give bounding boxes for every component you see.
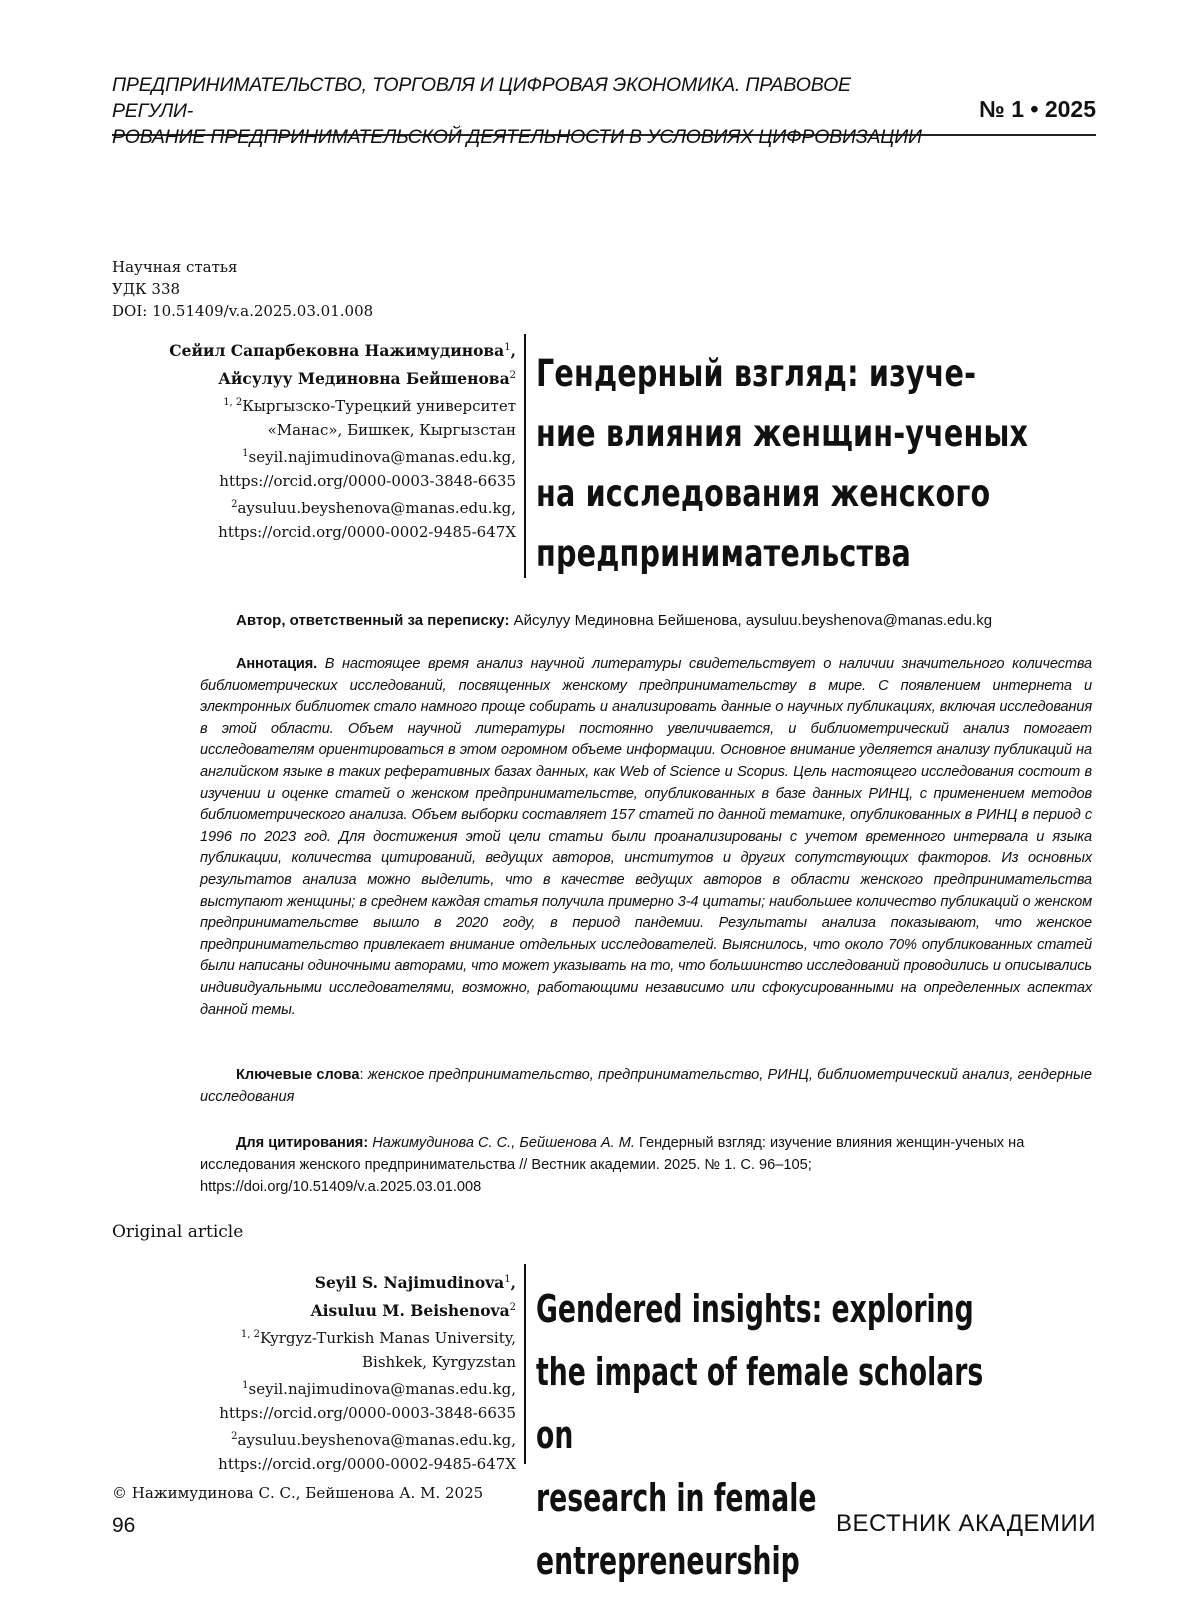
orcid-2[interactable]: https://orcid.org/0000-0002-9485-647X xyxy=(218,522,516,541)
authors-block-ru: Сейил Сапарбековна Нажимудинова$^1$, Айсулуу Мединовна Бейшенова$^2$ $^{1, 2}$Кыргызско-Турецкий университет «Манас», Бишкек, Кыргызстан $^1$seyil.najimudinova@manas.edu.kg, https://orcid.org/0000-0003-3848-6635 $^2$aysuluu.beyshenova@manas.edu.kg, https://orcid.org/0000-0002-9485-647X xyxy=(112,336,516,544)
abstract-label: Аннотация. xyxy=(236,656,317,672)
title-divider-en xyxy=(524,1264,526,1464)
affiliation-line-2: «Манас», Бишкек, Кыргызстан xyxy=(267,420,516,439)
issue-number: № 1 • 2025 xyxy=(979,96,1096,122)
corresponding-author xyxy=(236,612,992,629)
section-title-line-1: ПРЕДПРИНИМАТЕЛЬСТВО, ТОРГОВЛЯ И ЦИФРОВАЯ ЭКОНОМИКА. ПРАВОВОЕ РЕГУЛИ- xyxy=(112,74,851,122)
citation xyxy=(200,1132,1092,1198)
keywords-text: женское предпринимательство, предпринимательство, РИНЦ, библиометрический анализ, гендерные исследования xyxy=(200,1067,1092,1105)
article-title-en: Gendered insights: exploring the impact of female scholars on research in female entrepreneurship xyxy=(536,1287,984,1583)
orcid-2-en[interactable]: https://orcid.org/0000-0002-9485-647X xyxy=(218,1454,516,1473)
corresponding-author-label: Автор, ответственный за переписку: xyxy=(236,612,510,629)
email-2[interactable]: aysuluu.beyshenova@manas.edu.kg, xyxy=(237,499,516,517)
author-1-name: Сейил Сапарбековна Нажимудинова xyxy=(169,341,505,360)
citation-text: Гендерный взгляд: изучение влияния женщин-ученых на исследования женского предпринимательства // Вестник академии. 2025. № 1. С. 96–105; https://doi.org/10.51409/v.a.2025.03.01.008 xyxy=(200,1135,1025,1195)
udc-code: УДК 338 xyxy=(112,280,181,298)
journal-name: ВЕСТНИК АКАДЕМИИ xyxy=(836,1510,1096,1537)
affiliation-sup: 1, 2 xyxy=(223,397,243,408)
original-article-label: Original article xyxy=(112,1222,244,1242)
email-1[interactable]: seyil.najimudinova@manas.edu.kg, xyxy=(248,448,516,466)
doi: DOI: 10.51409/v.a.2025.03.01.008 xyxy=(112,302,374,320)
affiliation-line-2-en: Bishkek, Kyrgyzstan xyxy=(362,1352,516,1371)
affiliation-line-1: Кыргызско-Турецкий университет xyxy=(242,397,516,415)
abstract-text: В настоящее время анализ научной литературы свидетельствует о наличии значительного количества библиометрических исследований, посвященных женскому предпринимательству в мире. С появлением интернета и электронных библиотек стало намного проще собирать и анализировать данные о научных публикациях, включая исследования в этой области. Объем научной литературы постоянно увеличивается, и библиометрический анализ помогает исследователям ориентироваться в этом огромном объеме информации. Основное внимание уделяется анализу публикаций на английском языке в таких реферативных базах данных, как Web of Science и Scopus. Цель настоящего исследования состоит в изучении и оценке статей о женском предпринимательстве, опубликованных в базе данных РИНЦ, с применением методов библиометрического анализа. Объем выборки составляет 157 статей по данной тематике, опубликованных в РИНЦ в период с 1996 по 2023 год. Для достижения этой цели статьи были проанализированы с учетом временного интервала и языка публикации, количества цитирований, ведущих авторов, институтов и других сопутствующих факторов. Из основных результатов анализа можно выделить, что в качестве ведущих авторов в области женского предпринимательства выступают женщины; в среднем каждая статья получила примерно 3-4 цитаты; наибольшее количество публикаций о женском предпринимательстве вышло в 2020 году, в период пандемии. Результаты анализа показывают, что женское предпринимательство привлекает внимание отдельных исследователей. Выяснилось, что около 70% опубликованных статей были написаны одиночными авторами, что может указывать на то, что большинство исследований проводились и описывались индивидуальными исследователями, возможно, работающими независимо или сфокусированными на определенных аспектах данной темы. xyxy=(200,656,1092,1018)
article-title-ru: Гендерный взгляд: изуче- ние влияния женщин-ученых на исследования женского предпринимательства xyxy=(536,352,1029,575)
citation-authors: Нажимудинова С. С., Бейшенова А. М. xyxy=(368,1135,635,1151)
authors-block-en: Seyil S. Najimudinova$^1$, Aisuluu M. Beishenova$^2$ $^{1, 2}$Kyrgyz-Turkish Manas University, Bishkek, Kyrgyzstan $^1$seyil.najimudinova@manas.edu.kg, https://orcid.org/0000-0003-3848-6635 $^2$aysuluu.beyshenova@manas.edu.kg, https://orcid.org/0000-0002-9485-647X xyxy=(112,1268,516,1476)
page-number: 96 xyxy=(112,1514,136,1537)
email-1-en[interactable]: seyil.najimudinova@manas.edu.kg, xyxy=(248,1380,516,1398)
abstract xyxy=(200,654,1092,1021)
affiliation-line-1-en: Kyrgyz-Turkish Manas University, xyxy=(259,1329,516,1347)
corresponding-author-text: Айсулуу Мединовна Бейшенова, aysuluu.beyshenova@manas.edu.kg xyxy=(509,612,993,629)
author-2-name-en: Aisuluu M. Beishenova xyxy=(310,1300,510,1320)
email-2-en[interactable]: aysuluu.beyshenova@manas.edu.kg, xyxy=(237,1431,516,1449)
keywords: Ключевые слова: женское предпринимательство, предпринимательство, РИНЦ, библиометрический анализ, гендерные исследования xyxy=(200,1067,1092,1105)
article-meta xyxy=(112,256,373,322)
author-2-name: Айсулуу Мединовна Бейшенова xyxy=(218,368,510,388)
title-divider-ru xyxy=(524,334,526,578)
section-title-line-2: РОВАНИЕ ПРЕДПРИНИМАТЕЛЬСКОЙ ДЕЯТЕЛЬНОСТИ В УСЛОВИЯХ ЦИФРОВИЗАЦИИ xyxy=(112,126,922,148)
section-title xyxy=(112,72,932,150)
author-1-name-en: Seyil S. Najimudinova xyxy=(314,1273,505,1292)
article-type: Научная статья xyxy=(112,258,238,276)
keywords-label: Ключевые слова xyxy=(236,1067,360,1083)
orcid-1-en[interactable]: https://orcid.org/0000-0003-3848-6635 xyxy=(219,1403,516,1422)
running-header xyxy=(112,72,1096,148)
citation-label: Для цитирования: xyxy=(236,1135,369,1151)
orcid-1[interactable]: https://orcid.org/0000-0003-3848-6635 xyxy=(219,471,516,490)
copyright: © Нажимудинова С. С., Бейшенова А. М. 2025 xyxy=(112,1484,484,1502)
author-2-sup: 2 xyxy=(509,369,516,381)
author-1-sup: 1 xyxy=(504,342,511,353)
